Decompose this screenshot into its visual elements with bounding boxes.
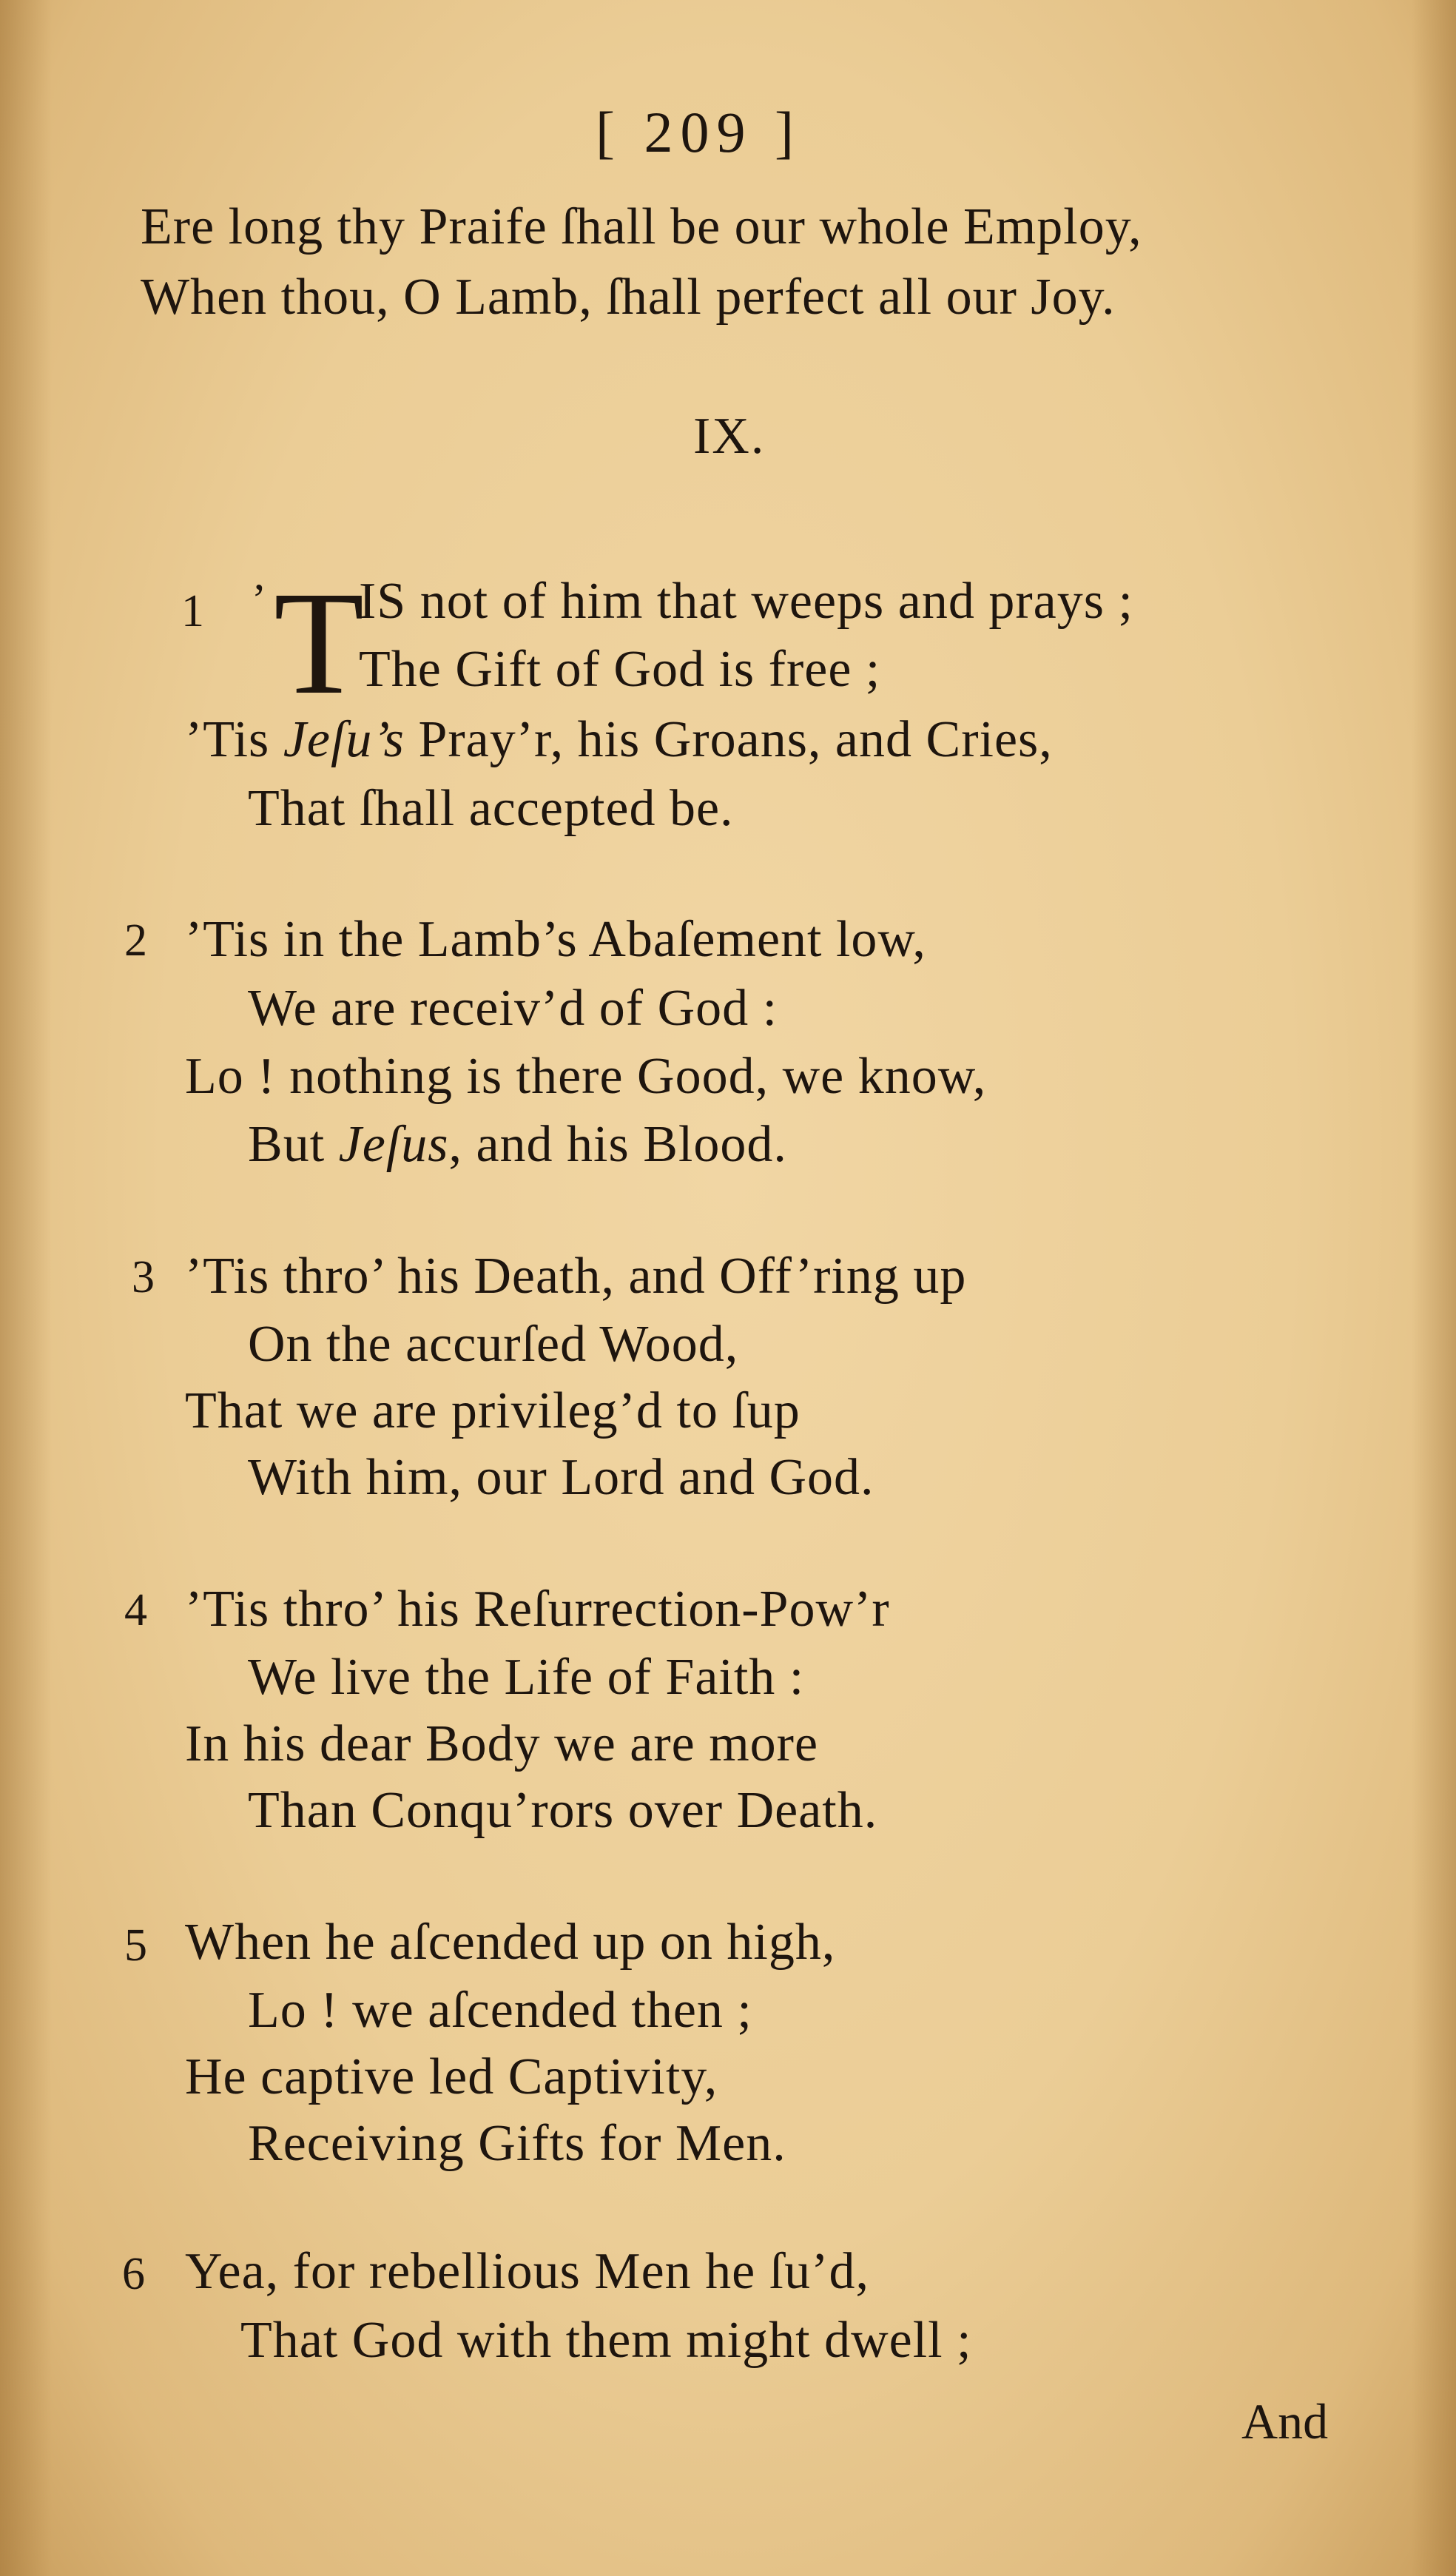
verse-5-line-1: When he aſcended up on high, bbox=[185, 1914, 836, 1971]
verse-2-line-2: We are receiv’d of God : bbox=[248, 980, 778, 1037]
hymn-number: IX. bbox=[693, 408, 766, 465]
verse-number-6: 6 bbox=[122, 2249, 145, 2299]
verse-1-line-3: ’Tis Jeſu’s Pray’r, his Groans, and Cries, bbox=[185, 711, 1053, 768]
verse-6-line-2: That God with them might dwell ; bbox=[240, 2312, 972, 2369]
verse-2-line-3: Lo ! nothing is there Good, we know, bbox=[185, 1048, 987, 1105]
verse-4-line-1: ’Tis thro’ his Reſurrection-Pow’r bbox=[185, 1581, 890, 1638]
verse-3-line-2: On the accurſed Wood, bbox=[248, 1316, 739, 1373]
verse-4-line-4: Than Conqu’rors over Death. bbox=[248, 1782, 878, 1839]
verse-2-line-4: But Jeſus, and his Blood. bbox=[248, 1116, 787, 1173]
page-edge-shadow-right bbox=[1412, 0, 1456, 2576]
catchword: And bbox=[1241, 2393, 1329, 2449]
preceding-line-2: When thou, O Lamb, ſhall perfect all our Joy. bbox=[141, 269, 1116, 326]
verse-3-line-3: That we are privileg’d to ſup bbox=[185, 1382, 801, 1439]
verse-3-line-1: ’Tis thro’ his Death, and Off’ring up bbox=[185, 1248, 967, 1305]
verse-number-5: 5 bbox=[124, 1920, 147, 1971]
drop-cap-letter: T bbox=[274, 562, 365, 725]
verse-number-4: 4 bbox=[124, 1585, 147, 1635]
verse-5-line-3: He captive led Captivity, bbox=[185, 2048, 718, 2105]
verse-4-line-2: We live the Life of Faith : bbox=[248, 1649, 805, 1706]
verse-4-line-3: In his dear Body we are more bbox=[185, 1715, 819, 1772]
verse-1-line-2: The Gift of God is free ; bbox=[359, 641, 881, 698]
drop-cap-apostrophe: ’ bbox=[252, 575, 266, 624]
verse-number-1: 1 bbox=[181, 586, 204, 636]
verse-3-line-4: With him, our Lord and God. bbox=[248, 1449, 874, 1506]
verse-5-line-4: Receiving Gifts for Men. bbox=[248, 2115, 786, 2172]
preceding-line-1: Ere long thy Praife ſhall be our whole Employ, bbox=[141, 198, 1142, 255]
verse-1-line-1: IS not of him that weeps and prays ; bbox=[359, 573, 1133, 630]
verse-5-line-2: Lo ! we aſcended then ; bbox=[248, 1982, 752, 2039]
page-number: [ 209 ] bbox=[596, 100, 801, 164]
verse-6-line-1: Yea, for rebellious Men he ſu’d, bbox=[185, 2243, 869, 2300]
page-edge-shadow-left bbox=[0, 0, 52, 2576]
verse-number-2: 2 bbox=[124, 915, 147, 966]
verse-number-3: 3 bbox=[132, 1252, 155, 1302]
verse-1-line-4: That ſhall accepted be. bbox=[248, 780, 734, 837]
verse-2-line-1: ’Tis in the Lamb’s Abaſement low, bbox=[185, 911, 926, 968]
